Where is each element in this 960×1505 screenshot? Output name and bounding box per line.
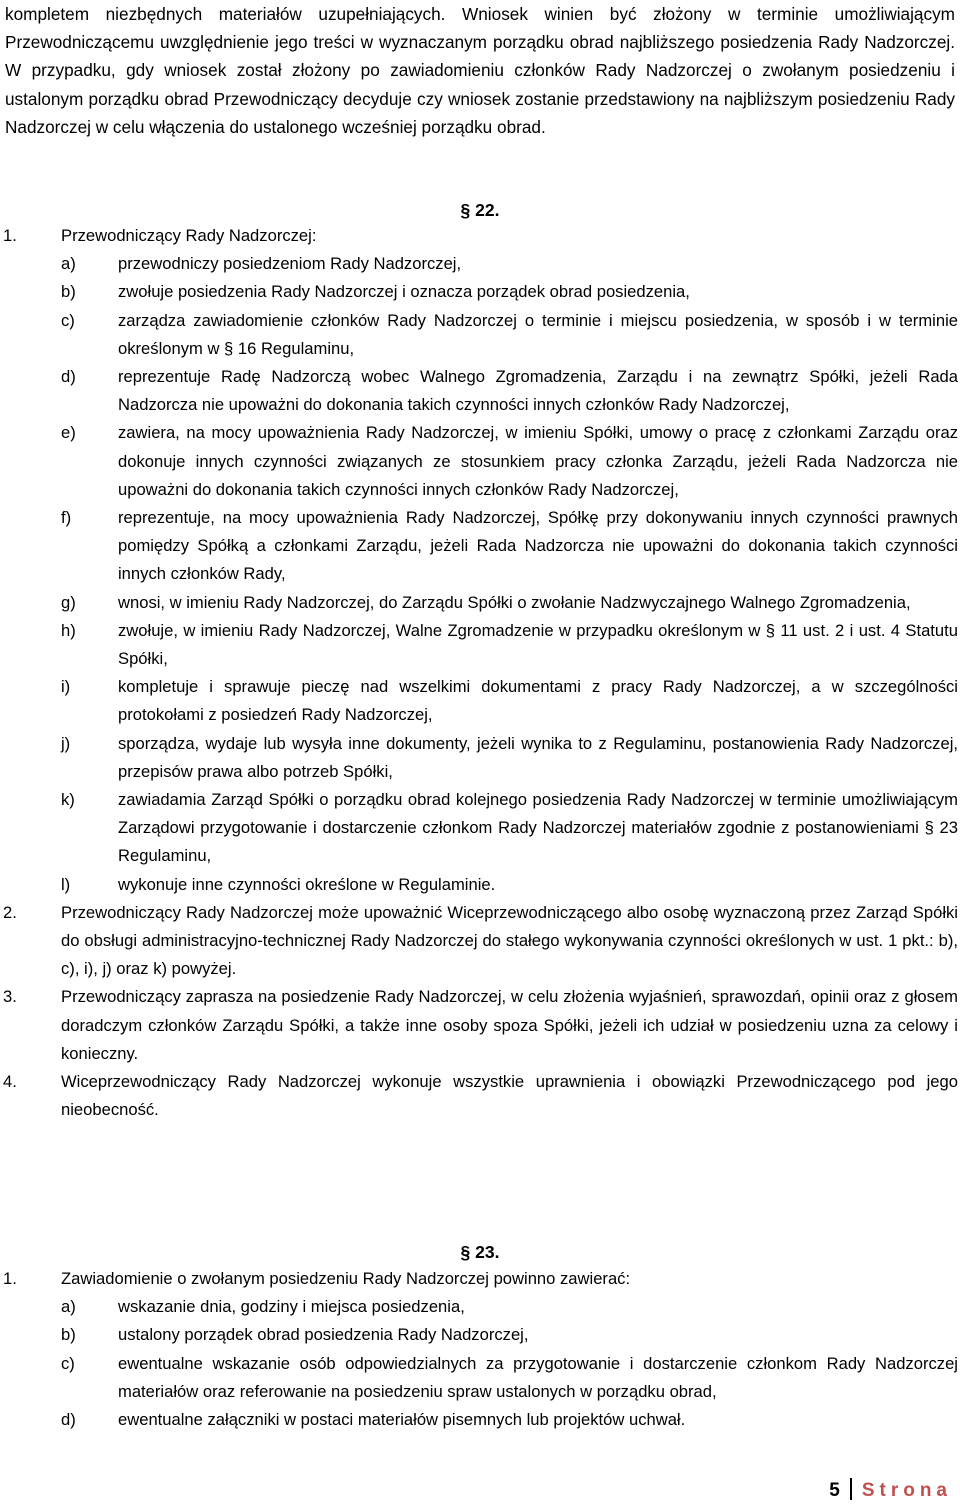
subitem-letter: e) <box>61 423 76 443</box>
subitem-letter: d) <box>61 1410 76 1430</box>
item-number: 3. <box>3 987 17 1007</box>
subitem-text: reprezentuje, na mocy upoważnienia Rady Nadzorczej, Spółkę przy dokonywaniu innych czynności prawnych pomiędzy Spółką a członkami Zarządu, jeżeli Rada Nadzorcza nie upoważni do dokonania takich czynności innych członków Rady, <box>118 508 958 584</box>
section-23-heading: § 23. <box>460 1242 500 1262</box>
subitem <box>0 1321 958 1349</box>
subitem-letter: g) <box>61 592 76 612</box>
item-number: 1. <box>3 1269 17 1288</box>
subitem-text: zwołuje, w imieniu Rady Nadzorczej, Walne Zgromadzenie w przypadku określonym w § 11 ust. 2 i ust. 4 Statutu Spółki, <box>118 620 958 669</box>
subitem <box>0 730 958 786</box>
footer-divider <box>850 1478 852 1500</box>
subitem <box>0 1350 958 1406</box>
subitem <box>0 786 958 871</box>
subitem-text: wnosi, w imieniu Rady Nadzorczej, do Zarządu Spółki o zwołanie Nadzwyczajnego Walnego Zgromadzenia, <box>118 592 911 612</box>
subitem-text: sporządza, wydaje lub wysyła inne dokumenty, jeżeli wynika to z Regulaminu, postanowienia Rady Nadzorczej, przepisów prawa albo potrzeb Spółki, <box>118 733 958 781</box>
subitem-letter: b) <box>61 1325 76 1345</box>
subitem-text: ustalony porządek obrad posiedzenia Rady Nadzorczej, <box>118 1325 529 1345</box>
list-item <box>0 983 958 1068</box>
subitem <box>0 1293 958 1321</box>
subitem <box>0 871 958 899</box>
list-item <box>0 1068 958 1124</box>
subitem-letter: a) <box>61 1297 76 1317</box>
subitem <box>0 1406 958 1434</box>
page-footer <box>829 1477 952 1505</box>
subitem-text: zawiera, na mocy upoważnienia Rady Nadzorczej, w imieniu Spółki, umowy o pracę z członkami Zarządu oraz dokonuje innych czynności związanych ze stosunkiem pracy członka Zarządu, jeżeli Rada Nadzorcza nie upoważni do dokonania takich czynności innych członków Rady Nadzorczej, <box>118 423 958 499</box>
page-word: Strona <box>861 1480 952 1501</box>
intro-paragraph <box>5 0 955 141</box>
subitem <box>0 363 958 419</box>
list-item <box>0 222 958 899</box>
item-text: Przewodniczący Rady Nadzorczej: <box>61 226 317 245</box>
subitem-letter: c) <box>61 310 75 330</box>
subitem-letter: k) <box>61 790 75 810</box>
intro-text-part2: W przypadku, gdy wniosek został złożony po zawiadomieniu członków Rady Nadzorczej o zwołanym posiedzeniu i ustalonym porządku obrad Przewodniczący decyduje czy wniosek zostanie przedstawiony na najbliższym posiedzeniu Rady Nadzorczej w celu włączenia do ustalonego wcześniej porządku obrad. <box>5 60 955 137</box>
subitem-text: zarządza zawiadomienie członków Rady Nadzorczej o terminie i miejscu posiedzenia, w sposób i w terminie określonym w § 16 Regulaminu, <box>118 310 958 358</box>
subitem <box>0 419 958 504</box>
item-number: 1. <box>3 226 17 245</box>
subitem <box>0 617 958 673</box>
subitem <box>0 307 958 363</box>
subitem <box>0 589 958 617</box>
subitem-text: kompletuje i sprawuje pieczę nad wszelkimi dokumentami z pracy Rady Nadzorczej, a w szczególności protokołami z posiedzeń Rady Nadzorczej, <box>118 677 958 725</box>
subitem-letter: l) <box>61 874 71 894</box>
list-item <box>0 1265 958 1434</box>
item-text: Zawiadomienie o zwołanym posiedzeniu Rady Nadzorczej powinno zawierać: <box>61 1269 631 1288</box>
item-number: 4. <box>3 1072 17 1092</box>
section-22-heading: § 22. <box>460 200 500 220</box>
subitem-letter: b) <box>61 282 76 302</box>
subitem-letter: c) <box>61 1353 75 1373</box>
subitem-letter: h) <box>61 620 76 640</box>
subitem <box>0 504 958 589</box>
subitem-letter: d) <box>61 367 76 387</box>
subitem-letter: a) <box>61 254 76 274</box>
subitem <box>0 673 958 729</box>
subitem-text: przewodniczy posiedzeniom Rady Nadzorczej, <box>118 254 462 274</box>
item-text: Przewodniczący zaprasza na posiedzenie Rady Nadzorczej, w celu złożenia wyjaśnień, sprawozdań, opinii oraz z głosem doradczym członków Zarządu Spółki, a także inne osoby spoza Spółki, jeżeli ich udział w posiedzeniu uzna za celowy i konieczny. <box>61 987 958 1063</box>
subitem <box>0 250 958 278</box>
page-number: 5 <box>829 1480 840 1501</box>
subitem-text: wskazanie dnia, godziny i miejsca posiedzenia, <box>118 1297 465 1317</box>
item-number: 2. <box>3 902 17 922</box>
subitem-text: zawiadamia Zarząd Spółki o porządku obrad kolejnego posiedzenia Rady Nadzorczej w terminie umożliwiającym Zarządowi przygotowanie i dostarczenie członkom Rady Nadzorczej materiałów zgodnie z postanowieniami § 23 Regulaminu, <box>118 790 958 866</box>
section-22-list <box>0 222 958 1125</box>
subitem-text: zwołuje posiedzenia Rady Nadzorczej i oznacza porządek obrad posiedzenia, <box>118 282 690 302</box>
subitem-text: reprezentuje Radę Nadzorczą wobec Walnego Zgromadzenia, Zarządu i na zewnątrz Spółki, jeżeli Rada Nadzorcza nie upoważni do dokonania takich czynności innych członków Rady Nadzorczej, <box>118 367 958 415</box>
item-text: Wiceprzewodniczący Rady Nadzorczej wykonuje wszystkie uprawnienia i obowiązki Przewodniczącego pod jego nieobecność. <box>61 1072 958 1120</box>
item-text: Przewodniczący Rady Nadzorczej może upoważnić Wiceprzewodniczącego albo osobę wyznaczoną przez Zarząd Spółki do obsługi administracyjno-technicznej Rady Nadzorczej do stałego wykonywania czynności określonych w ust. 1 pkt.: b), c), i), j) oraz k) powyżej. <box>61 902 958 979</box>
subitem <box>0 278 958 306</box>
intro-text-part1: kompletem niezbędnych materiałów uzupełniających. Wniosek winien być złożony w terminie umożliwiającym Przewodniczącemu uwzględnienie jego treści w wyznaczanym porządku obrad najbliższego posiedzenia Rady Nadzorczej. <box>5 4 955 53</box>
subitem-letter: j) <box>61 733 71 753</box>
subitem-letter: i) <box>61 677 71 697</box>
subitem-text: wykonuje inne czynności określone w Regulaminie. <box>118 874 496 894</box>
subitem-letter: f) <box>61 508 72 528</box>
subitem-text: ewentualne wskazanie osób odpowiedzialnych za przygotowanie i dostarczenie członkom Rady Nadzorczej materiałów oraz referowanie na posiedzeniu spraw ustalonych w porządku obrad, <box>118 1353 958 1401</box>
section-23-list <box>0 1265 958 1434</box>
list-item <box>0 899 958 984</box>
subitem-text: ewentualne załączniki w postaci materiałów pisemnych lub projektów uchwał. <box>118 1410 686 1430</box>
